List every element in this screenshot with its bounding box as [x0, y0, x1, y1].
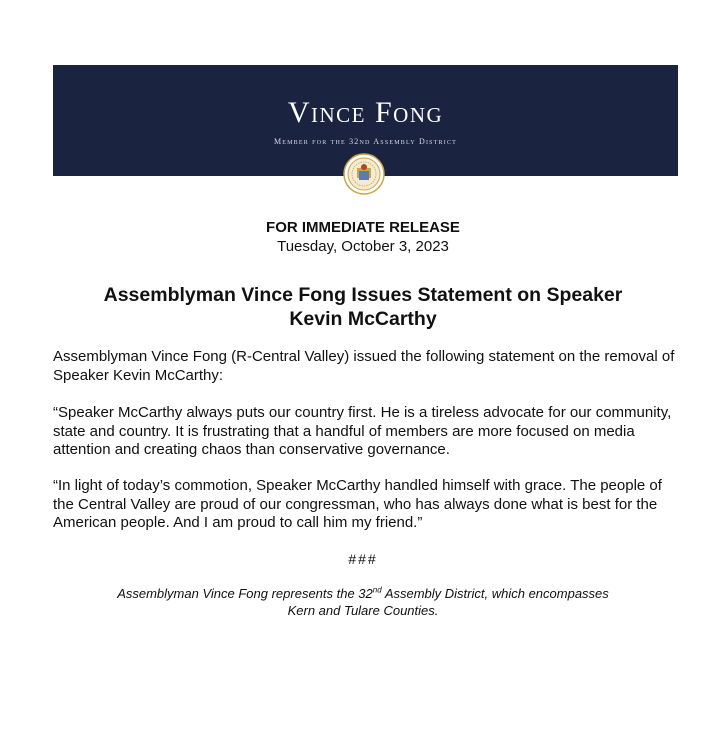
footer-text-before: Assemblyman Vince Fong represents the 32	[117, 586, 373, 601]
release-block	[0, 218, 726, 256]
headline-line-2: Kevin McCarthy	[289, 308, 437, 330]
footer-superscript: nd	[372, 585, 382, 595]
footer-note	[60, 585, 666, 619]
footer-text-after: Assembly District, which encompasses	[381, 586, 609, 601]
headline	[60, 283, 666, 331]
footer-line-1	[60, 585, 666, 602]
assembly-seal-icon	[343, 153, 385, 195]
letterhead-name: Vince Fong	[287, 96, 444, 129]
quote-paragraph-1: “Speaker McCarthy always puts our country first. He is a tireless advocate for our community, state and country. It is frustrating that a handful of members are more focused on media attention and creating chaos than conservative governance.	[53, 404, 672, 458]
footer-line-2: Kern and Tulare Counties.	[287, 603, 439, 618]
quote-paragraph-2: “In light of today’s commotion, Speaker McCarthy handled himself with grace. The people of the Central Valley are proud of our congressman, who has always done what is best for the American people. And I am proud to call him my friend.”	[53, 477, 662, 531]
release-label: FOR IMMEDIATE RELEASE	[266, 219, 460, 236]
intro-paragraph: Assemblyman Vince Fong (R-Central Valley) issued the following statement on the removal of Speaker Kevin McCarthy:	[53, 348, 675, 384]
headline-line-1: Assemblyman Vince Fong Issues Statement on Speaker	[103, 284, 623, 306]
release-date: Tuesday, October 3, 2023	[277, 238, 449, 255]
letterhead-subtitle: Member for the 32nd Assembly District	[273, 137, 458, 146]
end-marks: ###	[348, 551, 378, 567]
